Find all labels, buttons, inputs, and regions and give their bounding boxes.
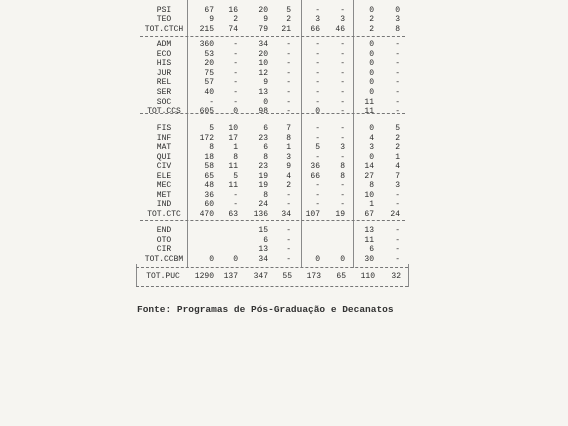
cell-value: - bbox=[315, 152, 320, 162]
cell-value: 2 bbox=[395, 133, 400, 143]
cell-value: 3 bbox=[369, 143, 374, 153]
cell-value: 65 bbox=[336, 272, 346, 281]
cell-value: 347 bbox=[253, 272, 268, 281]
source-note: Fonte: Programas de Pós-Graduação e Decanatos bbox=[137, 304, 394, 315]
cell-value: - bbox=[395, 190, 400, 200]
row-label: TOT.CCBM bbox=[144, 254, 184, 264]
cell-value: - bbox=[233, 49, 238, 59]
table-row bbox=[0, 172, 568, 181]
cell-value: 8 bbox=[263, 190, 268, 200]
cell-value: 0 bbox=[395, 5, 400, 15]
cell-value: 215 bbox=[199, 24, 214, 34]
row-label: TOT.PUC bbox=[146, 272, 180, 281]
cell-value: 3 bbox=[340, 15, 345, 25]
cell-value: 2 bbox=[369, 24, 374, 34]
cell-value: 12 bbox=[258, 68, 268, 78]
cell-value: 0 bbox=[369, 78, 374, 88]
cell-value: 1 bbox=[369, 200, 374, 210]
cell-value: 8 bbox=[340, 162, 345, 172]
cell-value: 13 bbox=[258, 245, 268, 255]
cell-value: - bbox=[340, 133, 345, 143]
cell-value: - bbox=[315, 124, 320, 133]
table-row bbox=[0, 107, 568, 116]
cell-value: 2 bbox=[395, 143, 400, 153]
cell-value: - bbox=[340, 107, 345, 117]
cell-value: 10 bbox=[258, 59, 268, 69]
cell-value: - bbox=[286, 97, 291, 107]
cell-value: 2 bbox=[286, 181, 291, 191]
cell-value: 11 bbox=[228, 181, 238, 191]
cell-value: - bbox=[315, 59, 320, 69]
cell-value: - bbox=[315, 190, 320, 200]
cell-value: 470 bbox=[199, 209, 214, 219]
cell-value: 5 bbox=[209, 124, 214, 133]
cell-value: 172 bbox=[199, 133, 214, 143]
cell-value: 8 bbox=[369, 181, 374, 191]
row-label: CIR bbox=[156, 245, 172, 255]
row-label: QUI bbox=[156, 152, 172, 162]
cell-value: 21 bbox=[281, 24, 291, 34]
cell-value: - bbox=[286, 88, 291, 97]
row-label: JUR bbox=[156, 68, 172, 78]
cell-value: 36 bbox=[204, 190, 214, 200]
cell-value: 7 bbox=[395, 171, 400, 181]
cell-value: 10 bbox=[228, 124, 238, 133]
row-label: TOT.CCS bbox=[147, 107, 181, 117]
cell-value: 0 bbox=[369, 152, 374, 162]
cell-value: 30 bbox=[364, 254, 374, 264]
table-row bbox=[0, 200, 568, 209]
cell-value: - bbox=[233, 40, 238, 49]
cell-value: 23 bbox=[258, 162, 268, 172]
row-label: TEO bbox=[156, 15, 172, 25]
cell-value: - bbox=[286, 59, 291, 69]
cell-value: - bbox=[315, 78, 320, 88]
cell-value: - bbox=[340, 97, 345, 107]
section-divider bbox=[140, 220, 405, 221]
cell-value: - bbox=[315, 200, 320, 210]
cell-value: - bbox=[233, 78, 238, 88]
cell-value: - bbox=[395, 200, 400, 210]
row-label: SER bbox=[156, 88, 172, 97]
cell-value: - bbox=[233, 88, 238, 97]
cell-value: 110 bbox=[360, 272, 375, 281]
row-label: TOT.CTC bbox=[147, 209, 181, 219]
cell-value: - bbox=[395, 68, 400, 78]
cell-value: 15 bbox=[258, 226, 268, 235]
cell-value: 136 bbox=[253, 209, 268, 219]
cell-value: - bbox=[395, 254, 400, 264]
table-row bbox=[0, 143, 568, 152]
section-divider bbox=[136, 286, 408, 287]
cell-value: 4 bbox=[395, 162, 400, 172]
cell-value: 0 bbox=[369, 49, 374, 59]
table-row bbox=[0, 134, 568, 143]
cell-value: - bbox=[286, 78, 291, 88]
table-row bbox=[0, 98, 568, 107]
cell-value: 55 bbox=[282, 272, 292, 281]
cell-value: - bbox=[340, 200, 345, 210]
cell-value: 20 bbox=[258, 5, 268, 15]
table-row bbox=[0, 245, 568, 254]
cell-value: 66 bbox=[310, 171, 320, 181]
cell-value: 9 bbox=[286, 162, 291, 172]
cell-value: 23 bbox=[258, 133, 268, 143]
table-row bbox=[0, 181, 568, 190]
cell-value: 137 bbox=[223, 272, 238, 281]
table-row bbox=[0, 255, 568, 264]
cell-value: 5 bbox=[315, 143, 320, 153]
cell-value: - bbox=[315, 49, 320, 59]
cell-value: - bbox=[395, 235, 400, 245]
cell-value: 67 bbox=[364, 209, 374, 219]
cell-value: 5 bbox=[286, 5, 291, 15]
cell-value: 48 bbox=[204, 181, 214, 191]
row-label: INF bbox=[156, 133, 172, 143]
cell-value: - bbox=[340, 5, 345, 15]
cell-value: 4 bbox=[286, 171, 291, 181]
table-row bbox=[0, 15, 568, 24]
cell-value: 5 bbox=[395, 124, 400, 133]
cell-value: - bbox=[395, 78, 400, 88]
cell-value: 107 bbox=[305, 209, 320, 219]
cell-value: 8 bbox=[286, 133, 291, 143]
cell-value: - bbox=[233, 59, 238, 69]
row-label: FIS bbox=[156, 124, 172, 133]
cell-value: 63 bbox=[228, 209, 238, 219]
cell-value: 66 bbox=[310, 24, 320, 34]
row-label: TOT.CTCH bbox=[144, 24, 184, 34]
cell-value: - bbox=[286, 200, 291, 210]
table-row bbox=[0, 162, 568, 171]
cell-value: 53 bbox=[204, 49, 214, 59]
cell-value: 3 bbox=[340, 143, 345, 153]
cell-value: 0 bbox=[369, 124, 374, 133]
cell-value: 13 bbox=[258, 88, 268, 97]
table-row bbox=[0, 124, 568, 133]
cell-value: 36 bbox=[310, 162, 320, 172]
cell-value: 6 bbox=[263, 235, 268, 245]
row-label: CIV bbox=[156, 162, 172, 172]
cell-value: - bbox=[209, 97, 214, 107]
cell-value: 20 bbox=[204, 59, 214, 69]
cell-value: 34 bbox=[281, 209, 291, 219]
cell-value: 2 bbox=[369, 15, 374, 25]
cell-value: 60 bbox=[204, 200, 214, 210]
cell-value: - bbox=[286, 190, 291, 200]
row-label: ECO bbox=[156, 49, 172, 59]
cell-value: 8 bbox=[209, 143, 214, 153]
cell-value: 40 bbox=[204, 88, 214, 97]
cell-value: 1290 bbox=[194, 272, 214, 281]
cell-value: - bbox=[340, 190, 345, 200]
cell-value: - bbox=[286, 40, 291, 49]
table-row bbox=[0, 78, 568, 87]
table-row bbox=[0, 88, 568, 97]
table-row bbox=[0, 236, 568, 245]
cell-value: - bbox=[315, 40, 320, 49]
cell-value: 74 bbox=[228, 24, 238, 34]
cell-value: 20 bbox=[258, 49, 268, 59]
table-row bbox=[0, 210, 568, 219]
cell-value: 0 bbox=[315, 107, 320, 117]
cell-value: - bbox=[395, 245, 400, 255]
cell-value: 0 bbox=[263, 97, 268, 107]
cell-value: - bbox=[286, 107, 291, 117]
cell-value: - bbox=[395, 226, 400, 235]
cell-value: 6 bbox=[263, 143, 268, 153]
cell-value: 34 bbox=[258, 40, 268, 49]
cell-value: - bbox=[315, 133, 320, 143]
cell-value: 24 bbox=[390, 209, 400, 219]
cell-value: 0 bbox=[315, 254, 320, 264]
cell-value: 58 bbox=[204, 162, 214, 172]
cell-value: - bbox=[340, 181, 345, 191]
cell-value: - bbox=[340, 78, 345, 88]
cell-value: 17 bbox=[228, 133, 238, 143]
cell-value: 67 bbox=[204, 5, 214, 15]
cell-value: 11 bbox=[364, 107, 374, 117]
table-row bbox=[0, 50, 568, 59]
cell-value: - bbox=[340, 124, 345, 133]
cell-value: - bbox=[286, 68, 291, 78]
cell-value: 79 bbox=[258, 24, 268, 34]
row-label: ADM bbox=[156, 40, 172, 49]
cell-value: - bbox=[233, 97, 238, 107]
table-row bbox=[0, 191, 568, 200]
cell-value: - bbox=[340, 40, 345, 49]
cell-value: 4 bbox=[369, 133, 374, 143]
cell-value: 11 bbox=[364, 97, 374, 107]
row-label: END bbox=[156, 226, 172, 235]
table-row bbox=[0, 69, 568, 78]
row-label: MET bbox=[156, 190, 172, 200]
cell-value: 7 bbox=[286, 124, 291, 133]
cell-value: 0 bbox=[369, 68, 374, 78]
cell-value: - bbox=[286, 235, 291, 245]
cell-value: 3 bbox=[286, 152, 291, 162]
row-label: MEC bbox=[156, 181, 172, 191]
cell-value: 5 bbox=[233, 171, 238, 181]
cell-value: 6 bbox=[369, 245, 374, 255]
cell-value: 1 bbox=[233, 143, 238, 153]
cell-value: 0 bbox=[369, 5, 374, 15]
cell-value: 605 bbox=[199, 107, 214, 117]
row-label: REL bbox=[156, 78, 172, 88]
cell-value: 65 bbox=[204, 171, 214, 181]
table-row bbox=[0, 25, 568, 34]
total-row bbox=[0, 272, 568, 281]
cell-value: - bbox=[233, 68, 238, 78]
cell-value: 1 bbox=[395, 152, 400, 162]
cell-value: - bbox=[340, 59, 345, 69]
row-label: MAT bbox=[156, 143, 172, 153]
cell-value: - bbox=[340, 49, 345, 59]
cell-value: 0 bbox=[369, 88, 374, 97]
table-row bbox=[0, 0, 568, 5]
cell-value: - bbox=[286, 49, 291, 59]
cell-value: 9 bbox=[209, 15, 214, 25]
cell-value: 27 bbox=[364, 171, 374, 181]
cell-value: - bbox=[315, 68, 320, 78]
cell-value: 11 bbox=[364, 235, 374, 245]
cell-value: - bbox=[315, 88, 320, 97]
table-row bbox=[0, 153, 568, 162]
cell-value: 13 bbox=[364, 226, 374, 235]
cell-value: - bbox=[340, 152, 345, 162]
cell-value: - bbox=[315, 5, 320, 15]
cell-value: 16 bbox=[228, 5, 238, 15]
cell-value: 34 bbox=[258, 254, 268, 264]
section-divider bbox=[140, 36, 405, 37]
cell-value: 32 bbox=[391, 272, 401, 281]
cell-value: 57 bbox=[204, 78, 214, 88]
cell-value: 360 bbox=[199, 40, 214, 49]
cell-value: 9 bbox=[263, 15, 268, 25]
cell-value: 2 bbox=[286, 15, 291, 25]
cell-value: 0 bbox=[209, 254, 214, 264]
cell-value: 8 bbox=[233, 152, 238, 162]
row-label: IND bbox=[156, 200, 172, 210]
cell-value: - bbox=[395, 49, 400, 59]
cell-value: 8 bbox=[340, 171, 345, 181]
cell-value: 6 bbox=[263, 124, 268, 133]
cell-value: - bbox=[395, 40, 400, 49]
cell-value: - bbox=[286, 226, 291, 235]
cell-value: - bbox=[395, 59, 400, 69]
cell-value: 19 bbox=[335, 209, 345, 219]
cell-value: 10 bbox=[364, 190, 374, 200]
cell-value: 1 bbox=[286, 143, 291, 153]
cell-value: 3 bbox=[395, 181, 400, 191]
cell-value: 11 bbox=[228, 162, 238, 172]
cell-value: 3 bbox=[395, 15, 400, 25]
cell-value: - bbox=[340, 68, 345, 78]
cell-value: - bbox=[395, 97, 400, 107]
cell-value: - bbox=[233, 200, 238, 210]
cell-value: - bbox=[315, 97, 320, 107]
row-label: PSI bbox=[156, 5, 172, 15]
cell-value: - bbox=[315, 181, 320, 191]
cell-value: 2 bbox=[233, 15, 238, 25]
section-divider bbox=[136, 267, 408, 268]
cell-value: 8 bbox=[263, 152, 268, 162]
cell-value: 8 bbox=[395, 24, 400, 34]
cell-value: - bbox=[286, 245, 291, 255]
row-label: HIS bbox=[156, 59, 172, 69]
cell-value: 19 bbox=[258, 171, 268, 181]
cell-value: 0 bbox=[340, 254, 345, 264]
table-row bbox=[0, 226, 568, 235]
cell-value: 75 bbox=[204, 68, 214, 78]
cell-value: - bbox=[395, 88, 400, 97]
row-label: SOC bbox=[156, 97, 172, 107]
cell-value: 98 bbox=[258, 107, 268, 117]
cell-value: 0 bbox=[369, 59, 374, 69]
cell-value: 3 bbox=[315, 15, 320, 25]
cell-value: 14 bbox=[364, 162, 374, 172]
cell-value: - bbox=[233, 190, 238, 200]
cell-value: - bbox=[340, 88, 345, 97]
cell-value: - bbox=[395, 107, 400, 117]
row-label: ELE bbox=[156, 171, 172, 181]
cell-value: - bbox=[286, 254, 291, 264]
table-row bbox=[0, 6, 568, 15]
cell-value: 9 bbox=[263, 78, 268, 88]
table-row bbox=[0, 40, 568, 49]
cell-value: 0 bbox=[369, 40, 374, 49]
cell-value: 0 bbox=[233, 107, 238, 117]
cell-value: 46 bbox=[335, 24, 345, 34]
cell-value: 0 bbox=[233, 254, 238, 264]
table-row bbox=[0, 59, 568, 68]
cell-value: 18 bbox=[204, 152, 214, 162]
row-label: OTO bbox=[156, 235, 172, 245]
cell-value: 173 bbox=[306, 272, 321, 281]
cell-value: 24 bbox=[258, 200, 268, 210]
cell-value: 19 bbox=[258, 181, 268, 191]
